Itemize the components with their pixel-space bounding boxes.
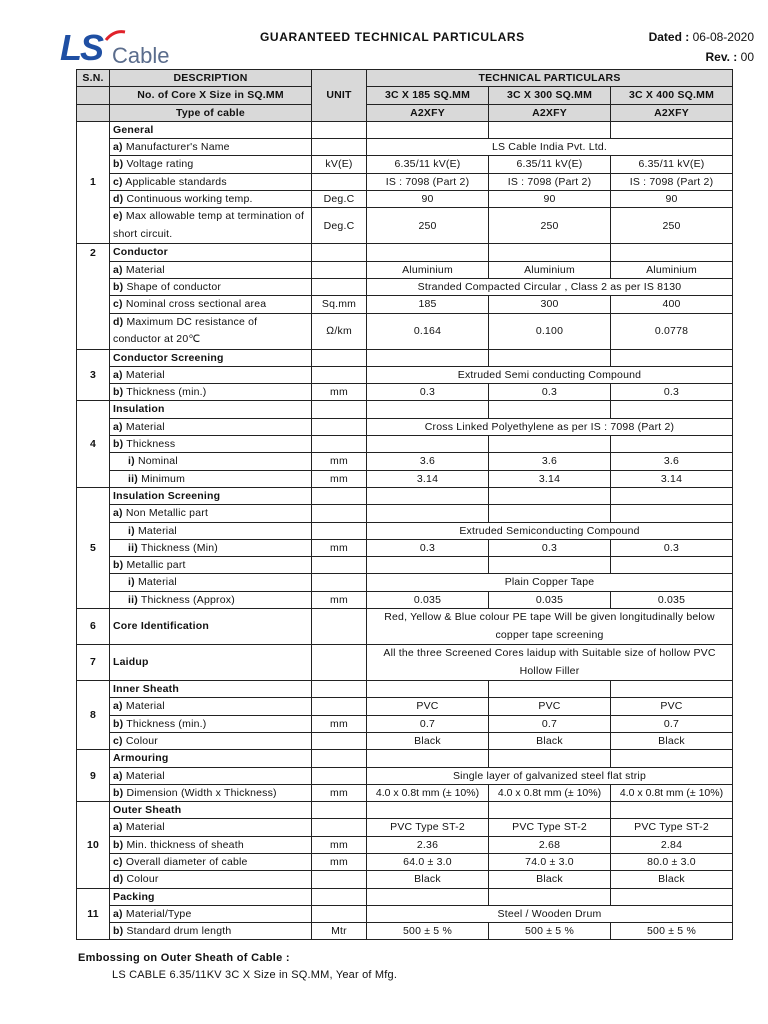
value-185: 90 [367, 191, 489, 208]
section-title: Insulation Screening [110, 487, 312, 504]
table-row [77, 905, 733, 922]
table-row [77, 888, 733, 905]
table-row [77, 522, 733, 539]
row-label: c) Colour [110, 732, 312, 749]
row-unit: Mtr [312, 923, 367, 940]
table-row [77, 505, 733, 522]
row-unit: mm [312, 539, 367, 556]
section-title: Inner Sheath [110, 681, 312, 698]
document-title: GUARANTEED TECHNICAL PARTICULARS [260, 30, 525, 44]
table-row [77, 819, 733, 836]
dated-label: Dated : [648, 30, 690, 44]
table-row [77, 173, 733, 190]
value-185: 0.3 [367, 384, 489, 401]
section-title: Core Identification [110, 609, 312, 645]
header-unit: UNIT [312, 70, 367, 122]
column-185: 3C X 185 SQ.MM [367, 87, 489, 104]
section-number: 9 [77, 750, 110, 802]
section-number: 7 [77, 645, 110, 681]
row-label: i) Material [110, 574, 312, 591]
value-400: 250 [611, 208, 733, 244]
value-400: Aluminium [611, 261, 733, 278]
row-label: a) Material [110, 418, 312, 435]
row-label: c) Nominal cross sectional area [110, 296, 312, 313]
value-185: 185 [367, 296, 489, 313]
table-row [77, 698, 733, 715]
value-185: 2.36 [367, 836, 489, 853]
section-number: 11 [77, 888, 110, 940]
value-400: 4.0 x 0.8t mm (± 10%) [611, 784, 733, 801]
value-400: Black [611, 732, 733, 749]
value-185: 0.164 [367, 313, 489, 349]
table-row [77, 923, 733, 940]
value-300: 0.035 [489, 591, 611, 608]
row-value: Plain Copper Tape [367, 574, 733, 591]
row-label: a) Material/Type [110, 905, 312, 922]
table-row [77, 609, 733, 645]
value-300: PVC [489, 698, 611, 715]
row-label: a) Material [110, 819, 312, 836]
table-row [77, 853, 733, 870]
row-label: e) Max allowable temp at termination of short circuit. [110, 208, 312, 244]
value-185: 0.035 [367, 591, 489, 608]
row-label: b) Thickness [110, 436, 312, 453]
row-unit: mm [312, 591, 367, 608]
row-label: b) Standard drum length [110, 923, 312, 940]
table-row [77, 645, 733, 681]
row-label: ii) Minimum [110, 470, 312, 487]
value-400: 80.0 ± 3.0 [611, 853, 733, 870]
value-185: 3.14 [367, 470, 489, 487]
table-row [77, 418, 733, 435]
row-label: d) Continuous working temp. [110, 191, 312, 208]
value-400: 3.6 [611, 453, 733, 470]
section-title: Packing [110, 888, 312, 905]
row-label: i) Nominal [110, 453, 312, 470]
row-unit: mm [312, 836, 367, 853]
table-row [77, 453, 733, 470]
value-400: PVC Type ST-2 [611, 819, 733, 836]
table-row [77, 349, 733, 366]
value-300: 6.35/11 kV(E) [489, 156, 611, 173]
row-label: b) Min. thickness of sheath [110, 836, 312, 853]
row-unit: mm [312, 784, 367, 801]
row-value: Extruded Semi conducting Compound [367, 366, 733, 383]
value-400: 400 [611, 296, 733, 313]
section-number: 1 [77, 121, 110, 243]
table-row [77, 487, 733, 504]
embossing-text: LS CABLE 6.35/11KV 3C X Size in SQ.MM, Year of Mfg. [112, 969, 398, 981]
value-185: Black [367, 732, 489, 749]
value-400: 0.3 [611, 384, 733, 401]
value-185: 6.35/11 kV(E) [367, 156, 489, 173]
table-row [77, 208, 733, 244]
section-number: 4 [77, 401, 110, 487]
value-400: 3.14 [611, 470, 733, 487]
table-row [77, 261, 733, 278]
value-300: Black [489, 871, 611, 888]
value-185: Aluminium [367, 261, 489, 278]
value-185: 0.7 [367, 715, 489, 732]
section-number: 5 [77, 487, 110, 608]
logo-swoosh-icon [104, 30, 126, 42]
table-row [77, 139, 733, 156]
section-title: Conductor Screening [110, 349, 312, 366]
table-row [77, 802, 733, 819]
table-row [77, 681, 733, 698]
table-row [77, 366, 733, 383]
row-label: a) Non Metallic part [110, 505, 312, 522]
header-core-size: No. of Core X Size in SQ.MM [110, 87, 312, 104]
row-label: c) Overall diameter of cable [110, 853, 312, 870]
value-300: IS : 7098 (Part 2) [489, 173, 611, 190]
section-number: 6 [77, 609, 110, 645]
table-row [77, 401, 733, 418]
row-unit: mm [312, 470, 367, 487]
table-row [77, 121, 733, 138]
row-label: ii) Thickness (Min) [110, 539, 312, 556]
table-row [77, 557, 733, 574]
row-value: Red, Yellow & Blue colour PE tape Will be given longitudinally below copper tape screening [367, 609, 733, 645]
value-400: 0.7 [611, 715, 733, 732]
value-300: 500 ± 5 % [489, 923, 611, 940]
table-row [77, 767, 733, 784]
table-row [77, 750, 733, 767]
table-row [77, 539, 733, 556]
table-row [77, 591, 733, 608]
section-number: 2 [77, 244, 110, 349]
table-row [77, 784, 733, 801]
header-row [77, 70, 733, 87]
row-label: d) Maximum DC resistance of conductor at 20℃ [110, 313, 312, 349]
value-400: Black [611, 871, 733, 888]
section-title: Insulation [110, 401, 312, 418]
row-value: All the three Screened Cores laidup with Suitable size of hollow PVC Hollow Filler [367, 645, 733, 681]
table-row [77, 384, 733, 401]
value-300: PVC Type ST-2 [489, 819, 611, 836]
value-300: 74.0 ± 3.0 [489, 853, 611, 870]
value-400: 6.35/11 kV(E) [611, 156, 733, 173]
section-number: 3 [77, 349, 110, 401]
value-300: Aluminium [489, 261, 611, 278]
row-value: Single layer of galvanized steel flat strip [367, 767, 733, 784]
value-300: 0.100 [489, 313, 611, 349]
value-185: 4.0 x 0.8t mm (± 10%) [367, 784, 489, 801]
table-row [77, 156, 733, 173]
value-185: 64.0 ± 3.0 [367, 853, 489, 870]
value-300: 4.0 x 0.8t mm (± 10%) [489, 784, 611, 801]
header-row [77, 87, 733, 104]
value-300: 0.3 [489, 539, 611, 556]
header-technical-particulars: TECHNICAL PARTICULARS [367, 70, 733, 87]
value-185: PVC [367, 698, 489, 715]
row-label: a) Material [110, 767, 312, 784]
table-row [77, 871, 733, 888]
value-300: 3.6 [489, 453, 611, 470]
column-400: 3C X 400 SQ.MM [611, 87, 733, 104]
header-description: DESCRIPTION [110, 70, 312, 87]
type-185: A2XFY [367, 104, 489, 121]
logo-cable-text: Cable [112, 43, 170, 68]
value-300: 0.7 [489, 715, 611, 732]
row-label: b) Shape of conductor [110, 278, 312, 295]
row-unit: mm [312, 853, 367, 870]
embossing-title: Embossing on Outer Sheath of Cable : [78, 952, 290, 964]
dated-line [649, 30, 754, 44]
dated-value: 06-08-2020 [692, 30, 754, 44]
value-300: 3.14 [489, 470, 611, 487]
row-label: b) Dimension (Width x Thickness) [110, 784, 312, 801]
value-185: 0.3 [367, 539, 489, 556]
row-label: a) Manufacturer's Name [110, 139, 312, 156]
row-label: i) Material [110, 522, 312, 539]
column-300: 3C X 300 SQ.MM [489, 87, 611, 104]
row-label: ii) Thickness (Approx) [110, 591, 312, 608]
rev-value: 00 [740, 50, 754, 64]
row-label: b) Thickness (min.) [110, 715, 312, 732]
row-unit: Deg.C [312, 208, 367, 244]
row-label: a) Material [110, 698, 312, 715]
value-400: 2.84 [611, 836, 733, 853]
row-unit: mm [312, 715, 367, 732]
section-number: 8 [77, 681, 110, 750]
value-185: 3.6 [367, 453, 489, 470]
row-label: b) Metallic part [110, 557, 312, 574]
value-400: IS : 7098 (Part 2) [611, 173, 733, 190]
row-value: Stranded Compacted Circular , Class 2 as per IS 8130 [367, 278, 733, 295]
row-label: d) Colour [110, 871, 312, 888]
table-row [77, 191, 733, 208]
header-type-of-cable: Type of cable [110, 104, 312, 121]
value-400: 0.035 [611, 591, 733, 608]
section-title: Armouring [110, 750, 312, 767]
row-unit: Sq.mm [312, 296, 367, 313]
value-400: 0.0778 [611, 313, 733, 349]
row-value: Steel / Wooden Drum [367, 905, 733, 922]
row-value: Extruded Semiconducting Compound [367, 522, 733, 539]
ls-cable-logo [60, 28, 170, 72]
table-row [77, 278, 733, 295]
row-unit: Ω/km [312, 313, 367, 349]
value-400: 90 [611, 191, 733, 208]
table-row [77, 436, 733, 453]
value-300: 90 [489, 191, 611, 208]
value-185: IS : 7098 (Part 2) [367, 173, 489, 190]
rev-label: Rev. : [705, 50, 738, 64]
technical-particulars-table [76, 69, 733, 940]
header-row [77, 104, 733, 121]
row-label: a) Material [110, 261, 312, 278]
table-row [77, 574, 733, 591]
row-unit: kV(E) [312, 156, 367, 173]
table-row [77, 244, 733, 261]
value-400: PVC [611, 698, 733, 715]
value-300: 2.68 [489, 836, 611, 853]
table-row [77, 296, 733, 313]
header-sn: S.N. [77, 70, 110, 87]
table-row [77, 836, 733, 853]
logo-ls-text: LS [60, 27, 103, 68]
row-label: b) Voltage rating [110, 156, 312, 173]
row-unit: mm [312, 384, 367, 401]
value-300: 300 [489, 296, 611, 313]
value-300: Black [489, 732, 611, 749]
section-title: General [110, 121, 312, 138]
value-300: 0.3 [489, 384, 611, 401]
row-unit: Deg.C [312, 191, 367, 208]
value-185: PVC Type ST-2 [367, 819, 489, 836]
table-row [77, 313, 733, 349]
table-row [77, 732, 733, 749]
value-300: 250 [489, 208, 611, 244]
section-title: Conductor [110, 244, 312, 261]
section-title: Laidup [110, 645, 312, 681]
type-300: A2XFY [489, 104, 611, 121]
value-400: 500 ± 5 % [611, 923, 733, 940]
row-label: a) Material [110, 366, 312, 383]
row-unit: mm [312, 453, 367, 470]
row-label: b) Thickness (min.) [110, 384, 312, 401]
type-400: A2XFY [611, 104, 733, 121]
value-185: 250 [367, 208, 489, 244]
value-185: 500 ± 5 % [367, 923, 489, 940]
row-label: c) Applicable standards [110, 173, 312, 190]
row-value: Cross Linked Polyethylene as per IS : 7098 (Part 2) [367, 418, 733, 435]
value-400: 0.3 [611, 539, 733, 556]
section-title: Outer Sheath [110, 802, 312, 819]
revision-line [706, 50, 755, 64]
table-row [77, 470, 733, 487]
section-number: 10 [77, 802, 110, 888]
table-row [77, 715, 733, 732]
row-value: LS Cable India Pvt. Ltd. [367, 139, 733, 156]
value-185: Black [367, 871, 489, 888]
